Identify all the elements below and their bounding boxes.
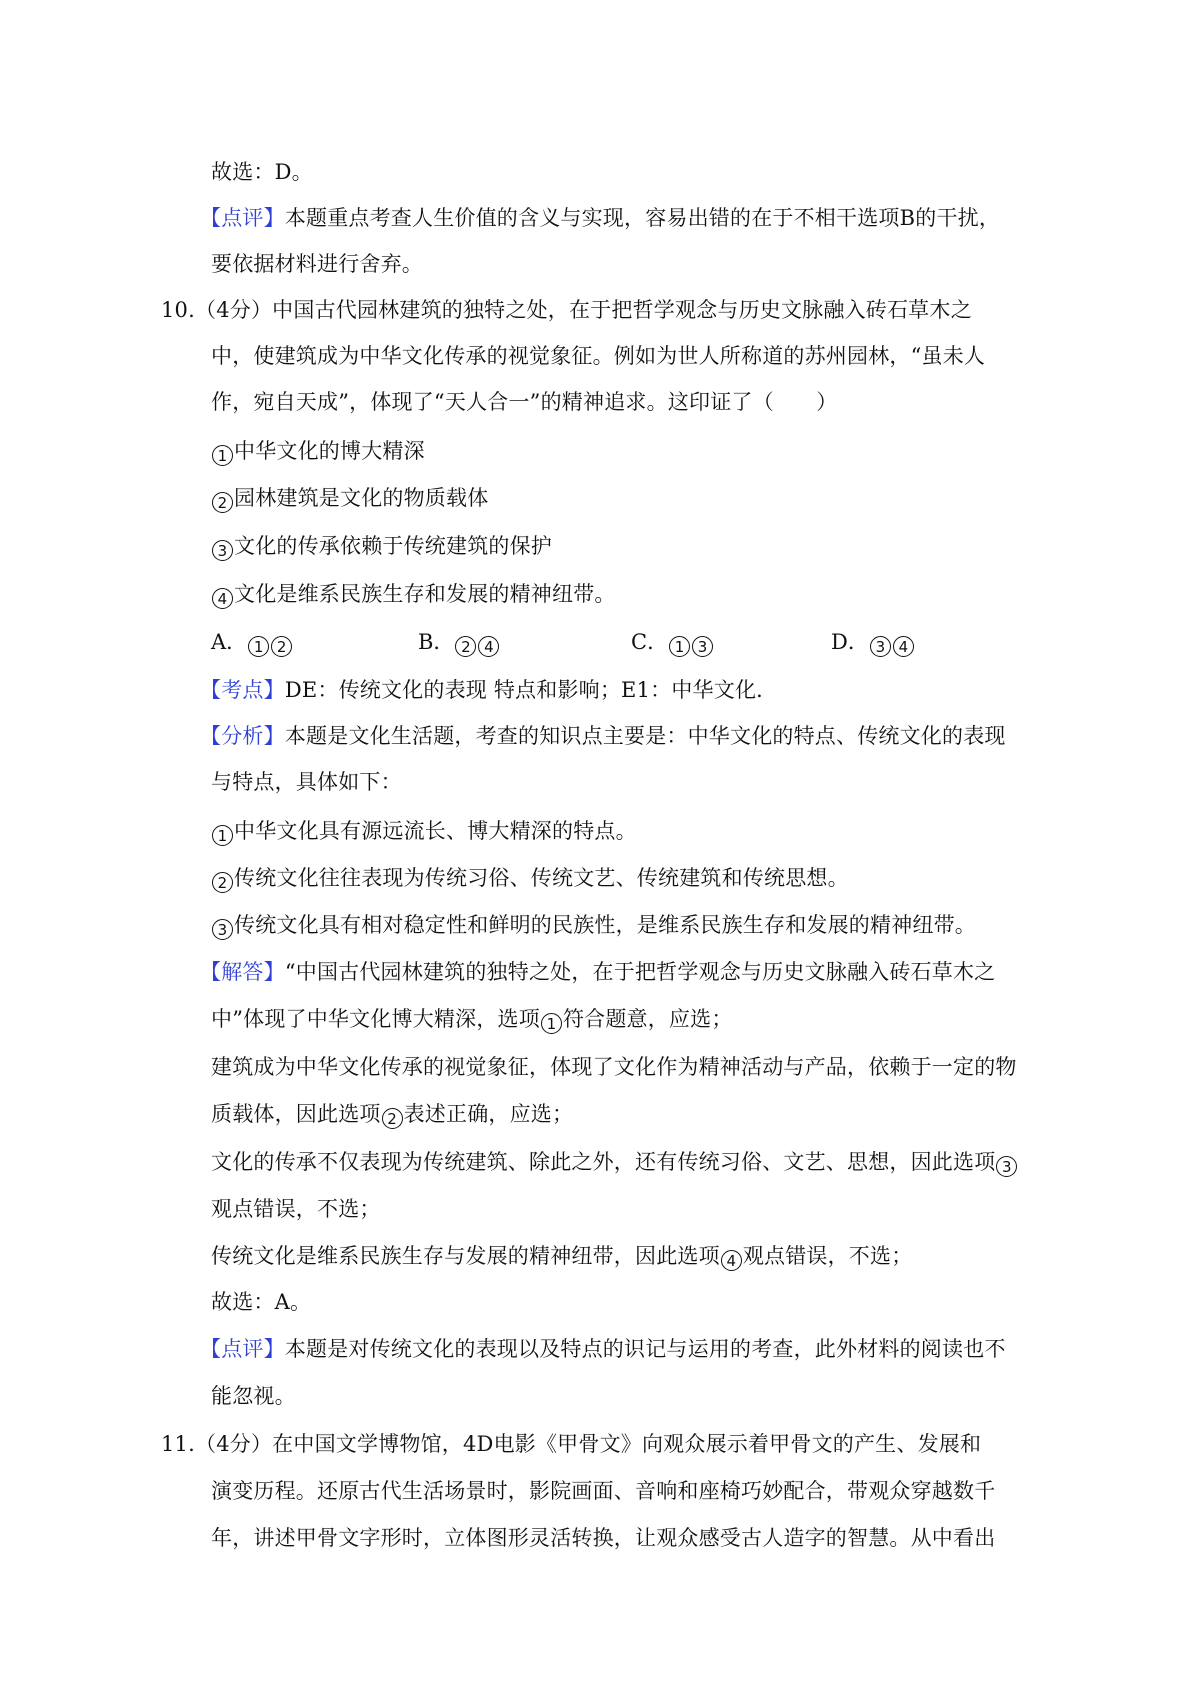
- jieda-line-2: 中”体现了中华文化博大精深，选项 1 符合题意，应选；: [211, 1007, 733, 1033]
- circled-number: 3: [692, 636, 713, 657]
- q10-stem-line-3: 作，宛自天成”，体现了“天人合一”的精神追求。这印证了（ ）: [211, 390, 838, 414]
- jieda-line-3: 建筑成为中华文化传承的视觉象征，体现了文化作为精神活动与产品，依赖于一定的物: [211, 1055, 1017, 1079]
- q10-stem-line-2: 中，使建筑成为中华文化传承的视觉象征。例如为世人所称道的苏州园林，“虽未人: [211, 344, 986, 368]
- circled-number: 1: [248, 636, 269, 657]
- circled-number: 3: [870, 636, 891, 657]
- circled-number: 2: [271, 636, 292, 657]
- jieda-line-4: 质载体，因此选项 2 表述正确，应选；: [211, 1102, 574, 1128]
- circled-number: 2: [455, 636, 476, 657]
- fenxi-point-3: 3 传统文化具有相对稳定性和鲜明的民族性，是维系民族生存和发展的精神纽带。: [211, 911, 976, 940]
- dianping-line-2: 能忽视。: [211, 1384, 296, 1408]
- statement-1: 1 中华文化的博大精深: [211, 437, 425, 466]
- jieda-line-7: 传统文化是维系民族生存与发展的精神纽带，因此选项 4 观点错误，不选；: [211, 1244, 913, 1270]
- circled-number: 1: [212, 825, 233, 846]
- option-d: D． 3 4: [831, 628, 915, 657]
- circled-number: 3: [212, 919, 233, 940]
- answer-options: [211, 628, 931, 656]
- fenxi-point-2: 2 传统文化往往表现为传统习俗、传统文艺、传统建筑和传统思想。: [211, 864, 849, 893]
- statement-3: 3 文化的传承依赖于传统建筑的保护: [211, 532, 552, 561]
- question-number: 10.: [161, 298, 195, 322]
- statement-4: 4 文化是维系民族生存和发展的精神纽带。: [211, 580, 616, 609]
- fenxi-line-2: 与特点，具体如下：: [211, 770, 402, 794]
- q11-stem-line-2: 演变历程。还原古代生活场景时，影院画面、音响和座椅巧妙配合，带观众穿越数千: [211, 1479, 996, 1503]
- circled-number: 4: [478, 636, 499, 657]
- circled-number: 1: [541, 1013, 562, 1034]
- fenxi-line-1: 【分析】本题是文化生活题，考查的知识点主要是：中华文化的特点、传统文化的表现: [200, 724, 1006, 748]
- circled-number: 2: [382, 1108, 403, 1129]
- circled-number: 2: [212, 492, 233, 513]
- circled-number: 2: [212, 872, 233, 893]
- option-a: A． 1 2: [211, 628, 293, 657]
- circled-number: 4: [212, 588, 233, 609]
- jieda-line-6: 观点错误，不选；: [211, 1197, 381, 1221]
- q10-stem-line-1: 10.（4分）中国古代园林建筑的独特之处，在于把哲学观念与历史文脉融入砖石草木之: [161, 298, 972, 322]
- circled-number: 3: [212, 540, 233, 561]
- statement-2: 2 园林建筑是文化的物质载体: [211, 484, 488, 513]
- option-b: B． 2 4: [418, 628, 500, 657]
- q11-stem-line-1: 11.（4分）在中国文学博物馆，4D电影《甲骨文》向观众展示着甲骨文的产生、发展和: [161, 1432, 982, 1456]
- q9-answer: 故选：D。: [211, 160, 313, 184]
- circled-number: 3: [996, 1156, 1017, 1177]
- option-c: C． 1 3: [631, 628, 714, 657]
- q9-comment-line-1: 【点评】本题重点考查人生价值的含义与实现，容易出错的在于不相干选项B的干扰，: [200, 206, 1001, 230]
- dianping-line-1: 【点评】本题是对传统文化的表现以及特点的识记与运用的考查，此外材料的阅读也不: [200, 1337, 1006, 1361]
- fenxi-point-1: 1 中华文化具有源远流长、博大精深的特点。: [211, 817, 637, 846]
- q11-stem-line-3: 年，讲述甲骨文字形时，立体图形灵活转换，让观众感受古人造字的智慧。从中看出: [211, 1526, 996, 1550]
- comment-tag: 【点评】: [200, 206, 285, 230]
- circled-number: 1: [669, 636, 690, 657]
- dianping-tag: 【点评】: [200, 1337, 285, 1361]
- q9-comment-line-2: 要依据材料进行舍弃。: [211, 252, 423, 276]
- jieda-line-1: 【解答】“中国古代园林建筑的独特之处，在于把哲学观念与历史文脉融入砖石草木之: [200, 960, 996, 984]
- kaodian-line: 【考点】DE：传统文化的表现 特点和影响；E1：中华文化．: [200, 678, 778, 702]
- question-score: （4分）: [195, 298, 273, 322]
- question-number: 11.: [161, 1432, 195, 1456]
- circled-number: 1: [212, 445, 233, 466]
- kaodian-tag: 【考点】: [200, 678, 285, 702]
- jieda-line-5: 文化的传承不仅表现为传统建筑、除此之外，还有传统习俗、文艺、思想，因此选项 3: [211, 1148, 1018, 1177]
- jieda-tag: 【解答】: [200, 960, 285, 984]
- circled-number: 4: [721, 1250, 742, 1271]
- question-score: （4分）: [195, 1432, 273, 1456]
- q10-answer: 故选：A。: [211, 1290, 312, 1314]
- circled-number: 4: [893, 636, 914, 657]
- fenxi-tag: 【分析】: [200, 724, 285, 748]
